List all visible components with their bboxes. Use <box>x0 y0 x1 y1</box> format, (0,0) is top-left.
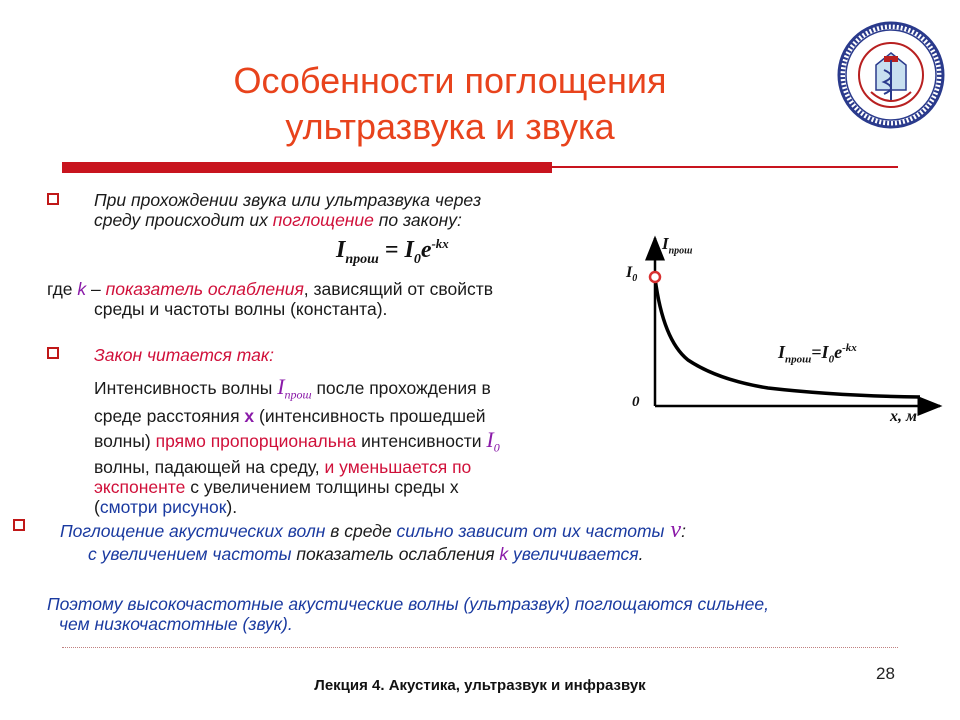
law-reading-heading: Закон читается так: <box>94 345 274 365</box>
bullet-1-icon <box>47 193 59 205</box>
decay-curve <box>655 278 920 397</box>
bullet-2-icon <box>47 347 59 359</box>
absorption-formula: $I_{прош} = I_0e^{-kx}$ <box>336 236 449 267</box>
i0-label: $I_0$ <box>626 264 638 285</box>
absorption-graph <box>618 230 948 430</box>
footer-divider <box>62 647 898 648</box>
paragraph-law-explanation: Интенсивность волны $I_{прош}$ после прохождения в среде расстояния x (интенсивность прошедшей волны) прямо пропорциональна интенсивности $I_0$ волны, падающей на среду, и уменьшается по экспоненте с увеличением толщины среды x (смотри рисунок). <box>94 374 500 517</box>
bullet-3-icon <box>13 519 25 531</box>
x-axis-label: x, м <box>890 408 917 425</box>
paragraph-where-k: где k – показатель ослабления, зависящий от свойств среды и частоты волны (константа). <box>47 279 494 319</box>
title-underline-bar <box>62 162 552 173</box>
i0-point <box>650 272 660 282</box>
title-underline-thin <box>552 166 898 168</box>
y-axis-label: $I_{прош}$ <box>662 234 693 257</box>
title-line-2: ультразвука и звука <box>285 106 615 147</box>
page-number: 28 <box>876 664 895 683</box>
paragraph-frequency-dependence: Поглощение акустических волн в среде сильно зависит от их частоты ν: с увеличением частоты показатель ослабления k увеличивается. <box>60 517 686 564</box>
university-seal-logo <box>836 20 946 130</box>
title-line-1: Особенности поглощения <box>233 60 667 101</box>
paragraph-conclusion: Поэтому высокочастотные акустические волны (ультразвук) поглощаются сильнее, чем низкочастотные (звук). <box>47 594 770 634</box>
curve-formula-label: $I_{прош}=I_0e^{-kx}$ <box>778 342 857 366</box>
paragraph-law-intro: При прохождении звука или ультразвука через среду происходит их поглощение по закону: <box>94 190 482 230</box>
slide-title <box>130 58 770 150</box>
footer-lecture-title: Лекция 4. Акустика, ультразвук и инфразвук <box>314 677 646 694</box>
origin-label: 0 <box>632 394 640 410</box>
